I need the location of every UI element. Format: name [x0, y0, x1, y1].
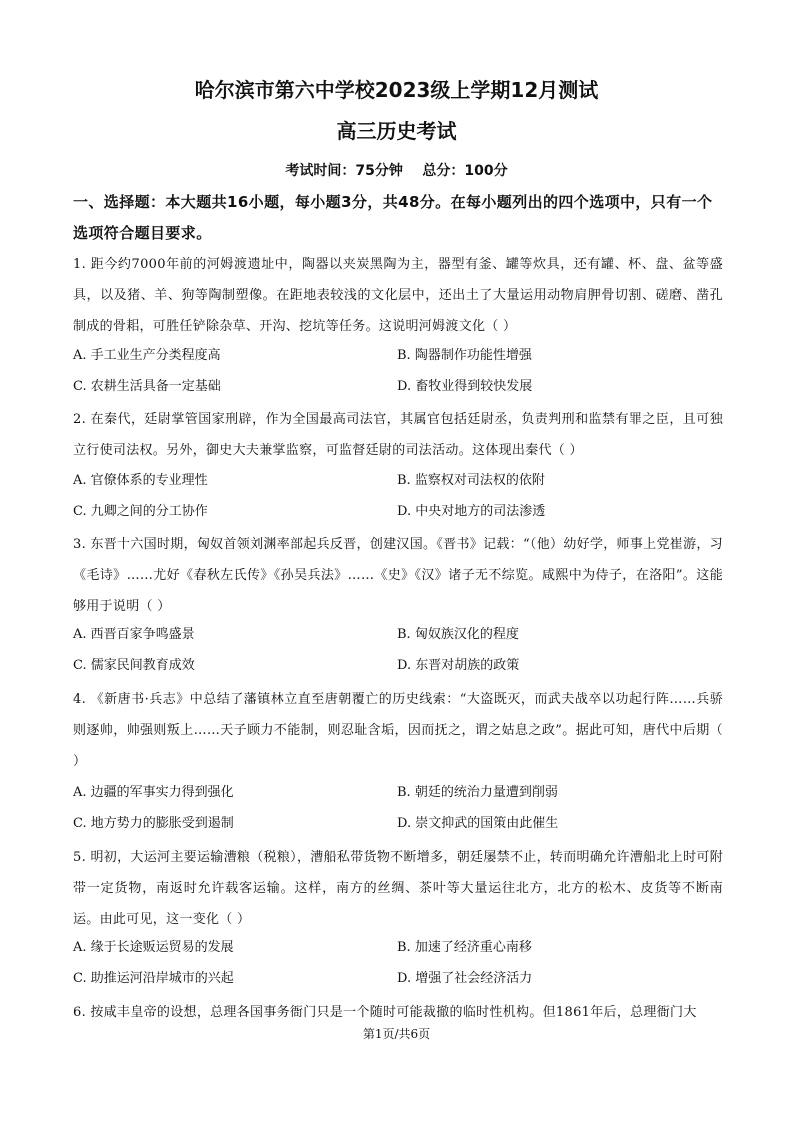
exam-subtitle: 高三历史考试 — [336, 119, 457, 143]
exam-info: 考试时间：75分钟 总分：100分 — [285, 163, 508, 179]
question-4-option-d: D. 崇文抑武的国策由此催生 — [397, 816, 559, 831]
question-1-option-d: D. 畜牧业得到较快发展 — [397, 379, 533, 394]
question-4-option-c: C. 地方势力的膨胀受到遏制 — [73, 816, 234, 831]
question-3-option-d: D. 东晋对胡族的政策 — [397, 658, 520, 673]
question-3-option-a: A. 西晋百家争鸣盛景 — [73, 627, 195, 642]
question-5-option-d: D. 增强了社会经济活力 — [397, 971, 533, 986]
question-1-option-c: C. 农耕生活具备一定基础 — [73, 379, 221, 394]
question-1-stem: 1. 距今约7000年前的河姆渡遗址中，陶器以夹炭黑陶为主，器型有釜、罐等炊具，还有罐、杯、盘、盆等盛具，以及猪、羊、狗等陶制塑像。在距地表较浅的文化层中，还出土了大量运用动物肩胛骨切割、磋磨、凿孔制成的骨耜，可胜任铲除杂草、开沟、挖坑等任务。这说明河姆渡文化（ ） — [73, 257, 723, 334]
question-4-option-b: B. 朝廷的统治力量遭到削弱 — [397, 785, 558, 800]
question-1-option-b: B. 陶器制作功能性增强 — [397, 348, 532, 363]
question-5-option-c: C. 助推运河沿岸城市的兴起 — [73, 971, 234, 986]
page-number: 第1页/共6页 — [362, 1027, 431, 1041]
question-2-option-c: C. 九卿之间的分工协作 — [73, 504, 208, 519]
question-3-option-c: C. 儒家民间教育成效 — [73, 658, 195, 673]
question-5-option-a: A. 缘于长途贩运贸易的发展 — [73, 940, 234, 955]
question-2-option-a: A. 官僚体系的专业理性 — [73, 473, 208, 488]
question-5-option-b: B. 加速了经济重心南移 — [397, 940, 532, 955]
question-2-stem: 2. 在秦代，廷尉掌管国家刑辟，作为全国最高司法官，其属官包括廷尉丞，负责判刑和监禁有罪之臣，且可独立行使司法权。另外，御史大夫兼掌监察，可监督廷尉的司法活动。这体现出秦代（ ） — [73, 412, 723, 458]
question-4-option-a: A. 边疆的军事实力得到强化 — [73, 785, 234, 800]
question-5-stem: 5. 明初，大运河主要运输漕粮（税粮），漕船私带货物不断增多，朝廷屡禁不止，转而明确允许漕船北上时可附带一定货物，南返时允许载客运输。这样，南方的丝绸、茶叶等大量运往北方，北方的松木、皮货等不断南运。由此可见，这一变化（ ） — [73, 850, 723, 927]
exam-title: 哈尔滨市第六中学校2023级上学期12月测试 — [194, 78, 599, 102]
question-2-option-d: D. 中央对地方的司法渗透 — [397, 504, 546, 519]
question-4-stem: 4. 《新唐书·兵志》中总结了藩镇林立直至唐朝覆亡的历史线索：“大盗既灭，而武夫战卒以功起行阵……兵骄则逐帅，帅强则叛上……天子顾力不能制，则忍耻含垢，因而抚之，谓之姑息之政”。据此可知，唐代中后期（ ） — [73, 692, 723, 769]
question-3-stem: 3. 东晋十六国时期，匈奴首领刘渊率部起兵反晋，创建汉国。《晋书》记载：“（他）幼好学，师事上党崔游，习《毛诗》……尤好《春秋左氏传》《孙吴兵法》……《史》《汉》诸子无不综览。咸熙中为侍子，在洛阳”。这能够用于说明（ ） — [73, 537, 723, 614]
question-3-option-b: B. 匈奴族汉化的程度 — [397, 627, 519, 642]
question-2-option-b: B. 监察权对司法权的依附 — [397, 473, 545, 488]
question-6-stem: 6. 按咸丰皇帝的设想，总理各国事务衙门只是一个随时可能裁撤的临时性机构。但1861年后，总理衙门大 — [73, 1005, 697, 1020]
section-heading: 一、选择题：本大题共16小题，每小题3分，共48分。在每小题列出的四个选项中，只有一个选项符合题目要求。 — [73, 193, 713, 242]
question-1-option-a: A. 手工业生产分类程度高 — [73, 348, 221, 363]
